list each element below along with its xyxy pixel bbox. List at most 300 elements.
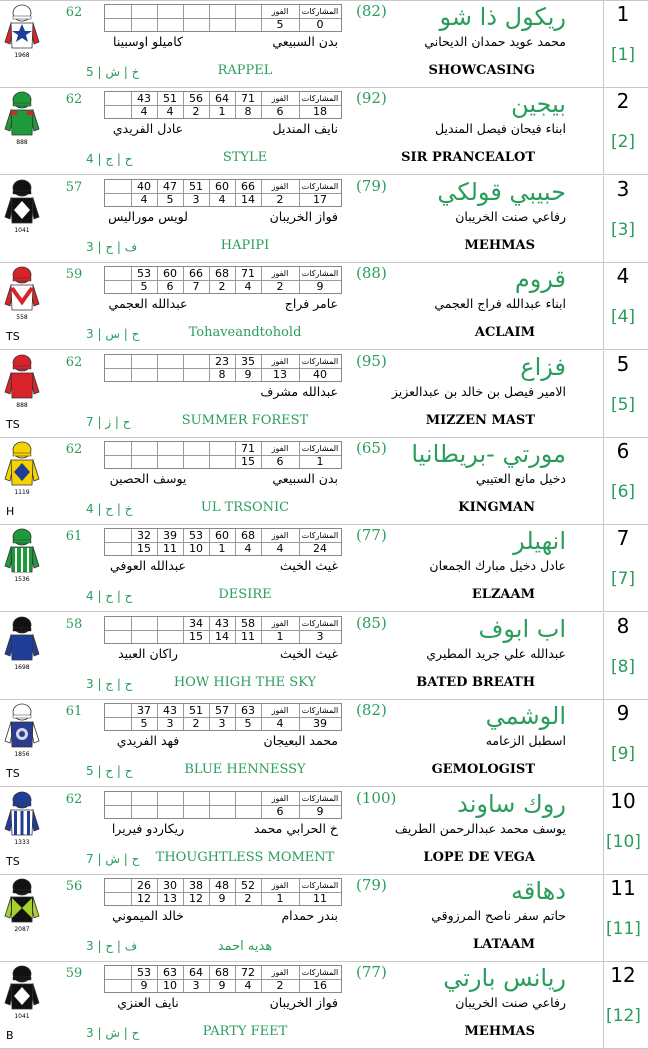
wins-value: 2: [276, 979, 284, 993]
place-finish: 9: [140, 979, 148, 993]
horse-info: خ | ح | 4: [86, 502, 133, 516]
stats-grid: [104, 528, 342, 556]
weight: 61: [65, 529, 83, 545]
place-rating: 47: [163, 179, 177, 193]
wins-value: 6: [276, 455, 284, 468]
header-wins: الفوز: [271, 968, 289, 978]
horse-bracket-number: [6]: [610, 482, 636, 502]
horse-rating: (88): [356, 264, 387, 283]
place-rating: 32: [137, 529, 151, 543]
horse-row[interactable]: [0, 525, 648, 612]
column-divider: [603, 351, 604, 437]
sire-name: MIZZEN MAST: [425, 412, 535, 428]
wins-value: 4: [276, 542, 284, 556]
saddle-cloth-number: 1698: [14, 663, 30, 671]
header-wins: الفوز: [271, 706, 289, 716]
horse-bracket-number: [5]: [610, 394, 636, 415]
stats-grid: [104, 965, 342, 993]
place-finish: 4: [140, 192, 148, 206]
horse-number: 4: [616, 264, 630, 289]
dam-name: هديه احمد: [217, 939, 273, 954]
sire-name: ACLAIM: [474, 325, 535, 341]
place-finish: 2: [244, 892, 252, 905]
wins-value: 5: [276, 18, 284, 31]
jockey-name: كاميلو اوسبينا: [113, 34, 183, 49]
saddle-cloth-number: 1041: [14, 226, 30, 234]
starts-value: 17: [313, 192, 327, 206]
place-finish: 15: [137, 542, 151, 556]
starts-value: 24: [313, 542, 327, 556]
trainer-name: بدن السبيعي: [272, 34, 338, 49]
wins-value: 2: [276, 280, 284, 294]
column-divider: [603, 962, 604, 1048]
owner-name: عبدالله علي جريد المطيري: [426, 645, 566, 661]
saddle-cloth-number: 1968: [14, 52, 30, 59]
place-finish: 4: [140, 105, 148, 119]
place-finish: 4: [218, 192, 226, 206]
place-finish: 4: [244, 979, 252, 993]
horse-name: الوشمي: [485, 702, 566, 731]
place-finish: 6: [166, 280, 174, 294]
stats-grid: [104, 91, 342, 119]
jockey-name: يوسف الحصين: [109, 471, 187, 486]
header-starts: المشاركات: [301, 181, 339, 191]
dam-name: Tohaveandtohold: [188, 325, 302, 341]
horse-info: ح | ج | 4: [86, 152, 133, 167]
place-rating: 40: [137, 179, 151, 193]
weight: 62: [65, 92, 83, 108]
sire-name: LATAAM: [472, 937, 535, 952]
place-finish: 9: [244, 367, 252, 381]
wins-value: 6: [276, 804, 284, 818]
header-starts: المشاركات: [301, 444, 339, 453]
stats-grid: [104, 441, 342, 469]
column-divider: [603, 263, 604, 349]
place-rating: 58: [241, 616, 255, 630]
place-finish: 8: [218, 367, 226, 381]
column-divider: [603, 88, 604, 174]
column-divider: [603, 525, 604, 611]
saddle-cloth-number: 2087: [14, 926, 30, 933]
weight: 59: [65, 966, 83, 982]
place-finish: 9: [218, 979, 226, 993]
place-finish: 14: [241, 192, 255, 206]
header-wins: الفوز: [271, 7, 289, 16]
saddle-cloth-number: 888: [16, 401, 28, 409]
horse-number: 3: [616, 176, 630, 201]
dam-name: UL TRSONIC: [200, 500, 290, 515]
place-rating: 60: [215, 179, 229, 193]
place-finish: 1: [218, 105, 226, 119]
trainer-name: عبدالله مشرف: [260, 383, 338, 399]
header-wins: الفوز: [271, 94, 289, 104]
place-rating: 43: [163, 704, 177, 718]
starts-value: 39: [313, 717, 327, 731]
place-finish: 11: [163, 542, 177, 556]
header-starts: المشاركات: [301, 94, 339, 104]
horse-row[interactable]: [0, 875, 648, 962]
place-rating: 60: [215, 529, 229, 543]
jockey-name: راكان العبيد: [118, 645, 178, 661]
horse-row[interactable]: [0, 351, 648, 438]
stats-grid: [104, 878, 342, 906]
saddle-cloth-number: 1119: [14, 489, 30, 496]
equipment-tag: TS: [6, 417, 20, 431]
horse-number: 10: [610, 788, 636, 813]
jockey-name: فهد الفريدي: [116, 733, 180, 749]
place-rating: 23: [215, 354, 229, 368]
horse-rating: (79): [356, 876, 387, 894]
horse-row[interactable]: [0, 176, 648, 263]
starts-value: 0: [316, 18, 324, 31]
trainer-name: خ الحرابي محمد: [253, 820, 338, 836]
starts-value: 40: [313, 367, 327, 381]
horse-row[interactable]: [0, 88, 648, 175]
horse-row[interactable]: [0, 438, 648, 525]
wins-value: 1: [276, 892, 284, 905]
trainer-name: عامر فراج: [284, 296, 338, 312]
horse-bracket-number: [3]: [610, 219, 636, 240]
place-finish: 2: [192, 105, 200, 119]
horse-info: ف | ح | 3: [86, 239, 138, 254]
place-finish: 3: [166, 717, 174, 731]
place-rating: 71: [241, 442, 255, 455]
saddle-cloth-number: 1536: [14, 576, 30, 584]
wins-value: 1: [276, 629, 284, 643]
jockey-name: ريكاردو فيريرا: [111, 820, 185, 836]
place-rating: 35: [241, 354, 255, 368]
horse-name: روك ساوند: [457, 789, 566, 818]
sire-name: BATED BREATH: [416, 674, 535, 690]
saddle-cloth-number: 1333: [14, 838, 30, 846]
starts-value: 11: [313, 892, 327, 905]
horse-name: قروم: [514, 265, 566, 294]
stats-grid: [104, 179, 342, 207]
stats-grid: [104, 354, 342, 382]
place-rating: 26: [137, 879, 151, 892]
saddle-cloth-number: 1041: [14, 1013, 30, 1021]
horse-number: 2: [616, 89, 630, 114]
dam-name: SUMMER FOREST: [181, 412, 309, 428]
dam-name: PARTY FEET: [202, 1024, 288, 1040]
place-rating: 34: [189, 616, 203, 630]
horse-info: ف | ح | 3: [86, 939, 138, 953]
horse-info: خ | ش | 5: [86, 65, 140, 79]
horse-info: ح | ز | 7: [86, 414, 131, 429]
header-wins: الفوز: [271, 531, 289, 541]
horse-rating: (82): [356, 2, 387, 20]
place-rating: 38: [189, 879, 203, 892]
place-rating: 72: [241, 966, 255, 980]
horse-bracket-number: [7]: [610, 569, 636, 590]
equipment-tag: TS: [6, 330, 20, 344]
horse-number: 9: [616, 701, 630, 726]
horse-bracket-number: [4]: [610, 307, 636, 328]
horse-row[interactable]: [0, 613, 648, 700]
starts-value: 1: [316, 455, 324, 468]
jockey-name: عبدالله العوفي: [109, 558, 187, 574]
horse-bracket-number: [9]: [610, 744, 636, 765]
stats-grid: [104, 266, 342, 294]
horse-name: مورتي -بريطانيا: [411, 440, 566, 468]
starts-value: 9: [316, 280, 324, 294]
jockey-name: عبدالله العجمي: [108, 296, 188, 312]
place-rating: 51: [189, 704, 203, 718]
equipment-tag: TS: [6, 767, 20, 781]
sire-name: GEMOLOGIST: [431, 762, 535, 778]
place-rating: 68: [215, 966, 229, 980]
horse-name: بيجين: [511, 90, 566, 119]
place-finish: 9: [218, 892, 226, 905]
horse-rating: (85): [356, 613, 387, 632]
place-finish: 10: [189, 542, 203, 556]
place-finish: 3: [192, 192, 200, 206]
horse-name: حبيبي قولكي: [437, 177, 566, 206]
place-rating: 43: [137, 92, 151, 106]
horse-info: ح | ش | 3: [86, 1026, 140, 1041]
place-rating: 56: [189, 92, 203, 106]
owner-name: ابناء عبدالله فراج العجمي: [434, 296, 566, 312]
sire-name: LOPE DE VEGA: [423, 849, 535, 865]
place-rating: 48: [215, 879, 229, 892]
horse-bracket-number: [10]: [606, 831, 641, 852]
place-finish: 13: [163, 892, 177, 905]
weight: 62: [65, 791, 83, 807]
header-wins: الفوز: [271, 269, 289, 279]
header-wins: الفوز: [271, 618, 289, 628]
horse-rating: (82): [356, 701, 387, 720]
wins-value: 13: [273, 367, 287, 381]
horse-bracket-number: [11]: [606, 919, 641, 939]
place-rating: 63: [163, 966, 177, 980]
place-rating: 64: [189, 966, 203, 980]
place-finish: 4: [166, 105, 174, 119]
place-rating: 43: [215, 616, 229, 630]
wins-value: 4: [276, 717, 284, 731]
dam-name: THOUGHTLESS MOMENT: [155, 849, 335, 865]
horse-number: 11: [610, 876, 636, 900]
place-finish: 5: [244, 717, 252, 731]
horse-name: انهيلر: [513, 527, 566, 556]
place-finish: 8: [244, 105, 252, 119]
place-finish: 12: [137, 892, 151, 905]
sire-name: MEHMAS: [464, 1024, 535, 1040]
horse-number: 7: [616, 526, 630, 551]
header-wins: الفوز: [271, 181, 289, 191]
owner-name: حاتم سفر ناصح المرزوقي: [431, 908, 566, 923]
trainer-name: غيث الخيث: [280, 645, 338, 661]
sire-name: MEHMAS: [464, 237, 535, 253]
place-rating: 68: [215, 267, 229, 281]
place-rating: 37: [137, 704, 151, 718]
owner-name: رفاعي صنت الخريبان: [455, 208, 566, 224]
trainer-name: فواز الخريبان: [269, 995, 338, 1011]
place-finish: 5: [166, 192, 174, 206]
owner-name: ابناء فيحان فيصل المنديل: [435, 121, 566, 137]
saddle-cloth-number: 888: [16, 139, 28, 147]
header-starts: المشاركات: [301, 968, 339, 978]
horse-bracket-number: [2]: [610, 132, 636, 153]
dam-name: HAPIPI: [220, 237, 270, 253]
saddle-cloth-number: 1856: [14, 751, 30, 759]
place-rating: 53: [189, 529, 203, 543]
column-divider: [603, 700, 604, 786]
place-finish: 5: [140, 280, 148, 294]
owner-name: دخيل مانع العتيبي: [475, 471, 566, 486]
place-rating: 39: [163, 529, 177, 543]
dam-name: DESIRE: [218, 587, 272, 603]
place-finish: 7: [192, 280, 200, 294]
owner-name: اسطبل الزعامه: [485, 733, 566, 749]
place-rating: 30: [163, 879, 177, 892]
dam-name: BLUE HENNESSY: [184, 762, 306, 778]
place-finish: 2: [218, 280, 226, 294]
weight: 61: [65, 704, 83, 720]
header-starts: المشاركات: [301, 881, 339, 890]
wins-value: 6: [276, 105, 284, 119]
horse-info: ح | ش | 7: [86, 851, 140, 866]
horse-info: ح | س | 3: [86, 327, 140, 342]
header-wins: الفوز: [271, 793, 289, 803]
column-divider: [603, 438, 604, 524]
owner-name: يوسف محمد عبدالرحمن الطريف: [394, 820, 566, 836]
place-rating: 64: [215, 92, 229, 106]
weight: 62: [65, 354, 83, 370]
stats-grid: [104, 703, 342, 731]
horse-rating: (79): [356, 176, 387, 195]
weight: 57: [65, 179, 83, 195]
owner-name: عادل دخيل مبارك الجمعان: [429, 558, 566, 574]
stats-grid: [104, 616, 342, 644]
dam-name: RAPPEL: [217, 63, 273, 78]
horse-bracket-number: [1]: [610, 45, 636, 65]
place-rating: 66: [241, 179, 255, 193]
owner-name: رفاعي صنت الخريبان: [455, 995, 566, 1011]
horse-name: اب ابوف: [478, 614, 566, 643]
place-finish: 14: [215, 629, 229, 643]
place-finish: 2: [192, 717, 200, 731]
jockey-name: خالد الميموني: [112, 908, 184, 923]
trainer-name: غيث الخيث: [280, 558, 338, 574]
weight: 56: [65, 879, 83, 894]
place-rating: 51: [189, 179, 203, 193]
column-divider: [603, 176, 604, 262]
place-finish: 10: [163, 979, 177, 993]
horse-rating: (100): [356, 788, 397, 807]
place-finish: 15: [241, 455, 255, 468]
horse-info: ح | ح | 5: [86, 764, 133, 779]
trainer-name: فواز الخريبان: [269, 208, 338, 224]
horse-rating: (65): [356, 439, 387, 457]
place-finish: 12: [189, 892, 203, 905]
starts-value: 3: [316, 629, 324, 643]
header-starts: المشاركات: [301, 7, 339, 16]
horse-name: دهاقه: [511, 877, 566, 905]
jockey-name: عادل الفريدي: [112, 121, 184, 137]
starts-value: 9: [316, 804, 324, 818]
place-rating: 71: [241, 92, 255, 106]
place-finish: 3: [218, 717, 226, 731]
sire-name: SHOWCASING: [428, 63, 535, 78]
saddle-cloth-number: 558: [16, 314, 28, 322]
header-wins: الفوز: [271, 881, 289, 890]
horse-bracket-number: [12]: [606, 1006, 641, 1027]
column-divider: [603, 1, 604, 87]
header-starts: المشاركات: [301, 531, 339, 541]
place-rating: 53: [137, 267, 151, 281]
horse-row[interactable]: [0, 700, 648, 787]
weight: 62: [65, 5, 83, 20]
header-wins: الفوز: [271, 444, 289, 453]
column-divider: [603, 788, 604, 874]
place-rating: 60: [163, 267, 177, 281]
header-starts: المشاركات: [301, 793, 339, 803]
horse-row[interactable]: [0, 962, 648, 1049]
horse-rating: (77): [356, 526, 387, 545]
place-finish: 15: [189, 629, 203, 643]
horse-rating: (92): [356, 89, 387, 108]
horse-info: ح | ح | 4: [86, 589, 133, 604]
trainer-name: محمد البعيجان: [263, 733, 338, 749]
weight: 59: [65, 267, 83, 283]
horse-name: ريانس بارتي: [443, 964, 566, 993]
equipment-tag: TS: [6, 854, 20, 868]
sire-name: ELZAAM: [471, 587, 535, 603]
header-wins: الفوز: [271, 356, 289, 366]
equipment-tag: H: [6, 505, 15, 518]
starts-value: 18: [313, 105, 327, 119]
column-divider: [603, 875, 604, 961]
place-finish: 11: [241, 629, 255, 643]
place-rating: 57: [215, 704, 229, 718]
horse-rating: (95): [356, 351, 387, 370]
header-starts: المشاركات: [301, 618, 339, 628]
sire-name: KINGMAN: [458, 500, 535, 515]
horse-row[interactable]: [0, 1, 648, 88]
trainer-name: نايف المنديل: [272, 121, 338, 137]
jockey-name: نايف العنزي: [117, 995, 179, 1011]
horse-number: 12: [610, 963, 636, 988]
horse-row[interactable]: [0, 788, 648, 875]
place-rating: 53: [137, 966, 151, 980]
wins-value: 2: [276, 192, 284, 206]
jockey-name: لويس موراليس: [108, 208, 188, 224]
place-finish: 3: [192, 979, 200, 993]
dam-name: STYLE: [222, 150, 268, 166]
equipment-tag: B: [6, 1029, 14, 1043]
trainer-name: بندر حمدام: [281, 908, 338, 923]
place-finish: 4: [244, 280, 252, 294]
header-starts: المشاركات: [301, 269, 339, 279]
horse-info: ح | ج | 3: [86, 676, 133, 691]
trainer-name: بدن السبيعي: [272, 471, 338, 486]
column-divider: [603, 613, 604, 699]
owner-name: الامير فيصل بن خالد بن عبدالعزيز: [391, 383, 566, 399]
horse-rating: (77): [356, 963, 387, 982]
header-starts: المشاركات: [301, 706, 339, 716]
header-starts: المشاركات: [301, 356, 339, 366]
horse-name: فزاع: [520, 352, 566, 381]
horse-number: 8: [616, 613, 630, 638]
place-rating: 63: [241, 704, 255, 718]
place-rating: 68: [241, 529, 255, 543]
place-rating: 71: [241, 267, 255, 281]
weight: 58: [65, 616, 83, 632]
stats-grid: [104, 791, 342, 819]
horse-row[interactable]: [0, 263, 648, 350]
place-finish: 5: [140, 717, 148, 731]
place-rating: 52: [241, 879, 255, 892]
